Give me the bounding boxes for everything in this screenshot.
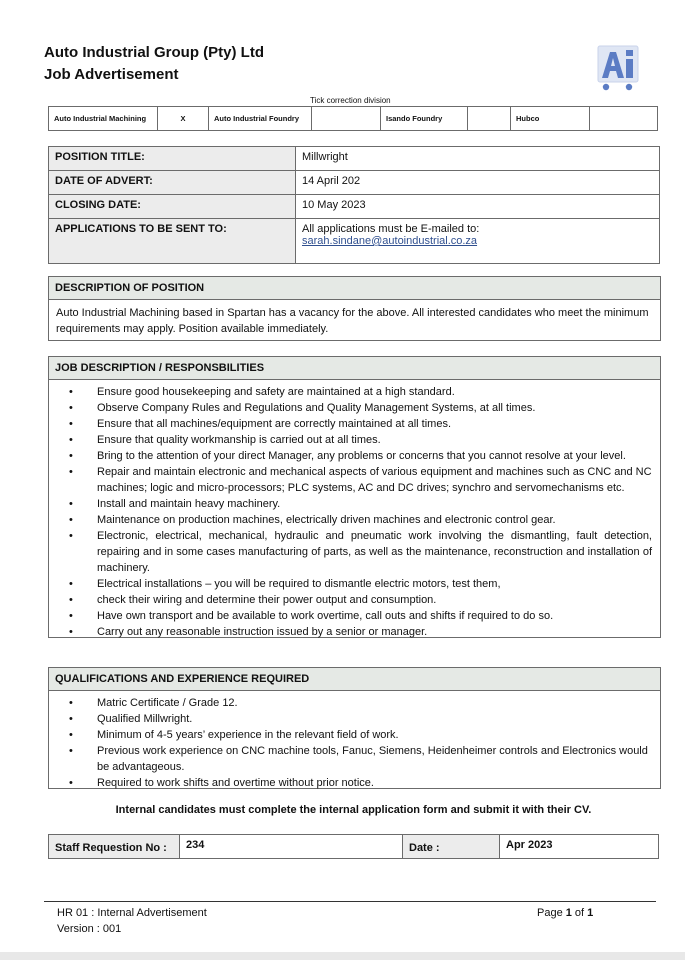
description-text: Auto Industrial Machining based in Spartan has a vacancy for the above. All interested candidates who meet the minimum requirements may apply. Position available immediately. bbox=[56, 307, 649, 335]
staff-req-value: 234 bbox=[180, 835, 403, 859]
advert-date-value: 14 April 202 bbox=[296, 171, 660, 195]
division-tick[interactable]: X bbox=[158, 107, 209, 131]
qualifications-list bbox=[49, 691, 660, 791]
job-description-list bbox=[49, 380, 660, 640]
list-item: • Observe Company Rules and Regulations and Quality Management Systems, at all times. bbox=[97, 400, 652, 416]
company-name: Auto Industrial Group (Pty) Ltd bbox=[44, 44, 264, 61]
list-item: • check their wiring and determine their power output and consumption. bbox=[97, 592, 652, 608]
list-item: • Electronic, electrical, mechanical, hydraulic and pneumatic work involving the dismantling, fault detection, repairing and in some cases manufacturing of parts, as well as the maintenance, reconstruction and installation of machinery. bbox=[97, 528, 652, 576]
position-title-value: Millwright bbox=[296, 147, 660, 171]
division-instruction: Tick correction division bbox=[310, 96, 391, 105]
job-description-section bbox=[48, 356, 661, 638]
applications-email-link[interactable]: sarah.sindane@autoindustrial.co.za bbox=[302, 235, 478, 247]
advert-date-label: DATE OF ADVERT: bbox=[49, 171, 296, 195]
closing-date-value: 10 May 2023 bbox=[296, 195, 660, 219]
applications-label: APPLICATIONS TO BE SENT TO: bbox=[49, 219, 296, 264]
position-title-label: POSITION TITLE: bbox=[49, 147, 296, 171]
division-name: Auto Industrial Machining bbox=[49, 107, 158, 131]
closing-date-label: CLOSING DATE: bbox=[49, 195, 296, 219]
ai-logo-icon bbox=[596, 44, 640, 92]
list-item: • Required to work shifts and overtime without prior notice. bbox=[97, 775, 652, 791]
qualifications-section bbox=[48, 667, 661, 789]
division-name: Isando Foundry bbox=[381, 107, 468, 131]
document-header bbox=[44, 42, 264, 86]
list-item: • Bring to the attention of your direct Manager, any problems or concerns that you cannot resolve at your level. bbox=[97, 448, 652, 464]
staff-req-label: Staff Requestion No : bbox=[49, 835, 180, 859]
list-item: • Ensure that all machines/equipment are correctly maintained at all times. bbox=[97, 416, 652, 432]
list-item: • Carry out any reasonable instruction issued by a senior or manager. bbox=[97, 624, 652, 640]
list-item: • Ensure that quality workmanship is carried out at all times. bbox=[97, 432, 652, 448]
page-prefix: Page bbox=[537, 907, 566, 919]
page-current: 1 bbox=[565, 907, 572, 919]
internal-candidates-note: Internal candidates must complete the internal application form and submit it with their CV. bbox=[115, 804, 592, 816]
description-heading: DESCRIPTION OF POSITION bbox=[49, 277, 660, 300]
staff-requisition-table bbox=[48, 834, 659, 859]
page-bottom-edge bbox=[0, 952, 685, 960]
footer-divider bbox=[44, 901, 656, 902]
form-code: HR 01 : Internal Advertisement bbox=[57, 907, 207, 919]
division-table bbox=[48, 106, 658, 131]
list-item: • Have own transport and be available to work overtime, call outs and shifts if required to do so. bbox=[97, 608, 652, 624]
document-type: Job Advertisement bbox=[44, 66, 179, 83]
list-item: • Repair and maintain electronic and mechanical aspects of various equipment and machines such as CNC and NC machines; logic and micro-processors; PLC systems, AC and DC drives; synchro and servomechanisms etc. bbox=[97, 464, 652, 496]
list-item: • Electrical installations – you will be required to dismantle electric motors, test them, bbox=[97, 576, 652, 592]
staff-date-label: Date : bbox=[403, 835, 500, 859]
form-version: Version : 001 bbox=[57, 923, 122, 935]
list-item: • Matric Certificate / Grade 12. bbox=[97, 695, 652, 711]
position-info-table bbox=[48, 146, 660, 264]
list-item: • Previous work experience on CNC machine tools, Fanuc, Siemens, Heidenheimer controls and Electronics would be advantageous. bbox=[97, 743, 652, 775]
division-name: Hubco bbox=[511, 107, 590, 131]
footer-form-info bbox=[57, 905, 207, 937]
job-description-heading: JOB DESCRIPTION / RESPONSBILITIES bbox=[49, 357, 660, 380]
applications-cell bbox=[296, 219, 660, 264]
page-number bbox=[537, 905, 593, 921]
division-name: Auto Industrial Foundry bbox=[209, 107, 312, 131]
list-item: • Maintenance on production machines, electrically driven machines and electronic control gear. bbox=[97, 512, 652, 528]
division-tick[interactable] bbox=[590, 107, 658, 131]
division-tick[interactable] bbox=[468, 107, 511, 131]
qualifications-heading: QUALIFICATIONS AND EXPERIENCE REQUIRED bbox=[49, 668, 660, 691]
division-tick[interactable] bbox=[312, 107, 381, 131]
list-item: • Ensure good housekeeping and safety are maintained at a high standard. bbox=[97, 384, 652, 400]
page-total: 1 bbox=[587, 907, 594, 919]
list-item: • Minimum of 4-5 years’ experience in the relevant field of work. bbox=[97, 727, 652, 743]
description-section bbox=[48, 276, 661, 341]
list-item: • Qualified Millwright. bbox=[97, 711, 652, 727]
applications-instruction: All applications must be E-mailed to: bbox=[302, 223, 480, 235]
page-mid: of bbox=[571, 907, 588, 919]
staff-date-value: Apr 2023 bbox=[500, 835, 659, 859]
list-item: • Install and maintain heavy machinery. bbox=[97, 496, 652, 512]
